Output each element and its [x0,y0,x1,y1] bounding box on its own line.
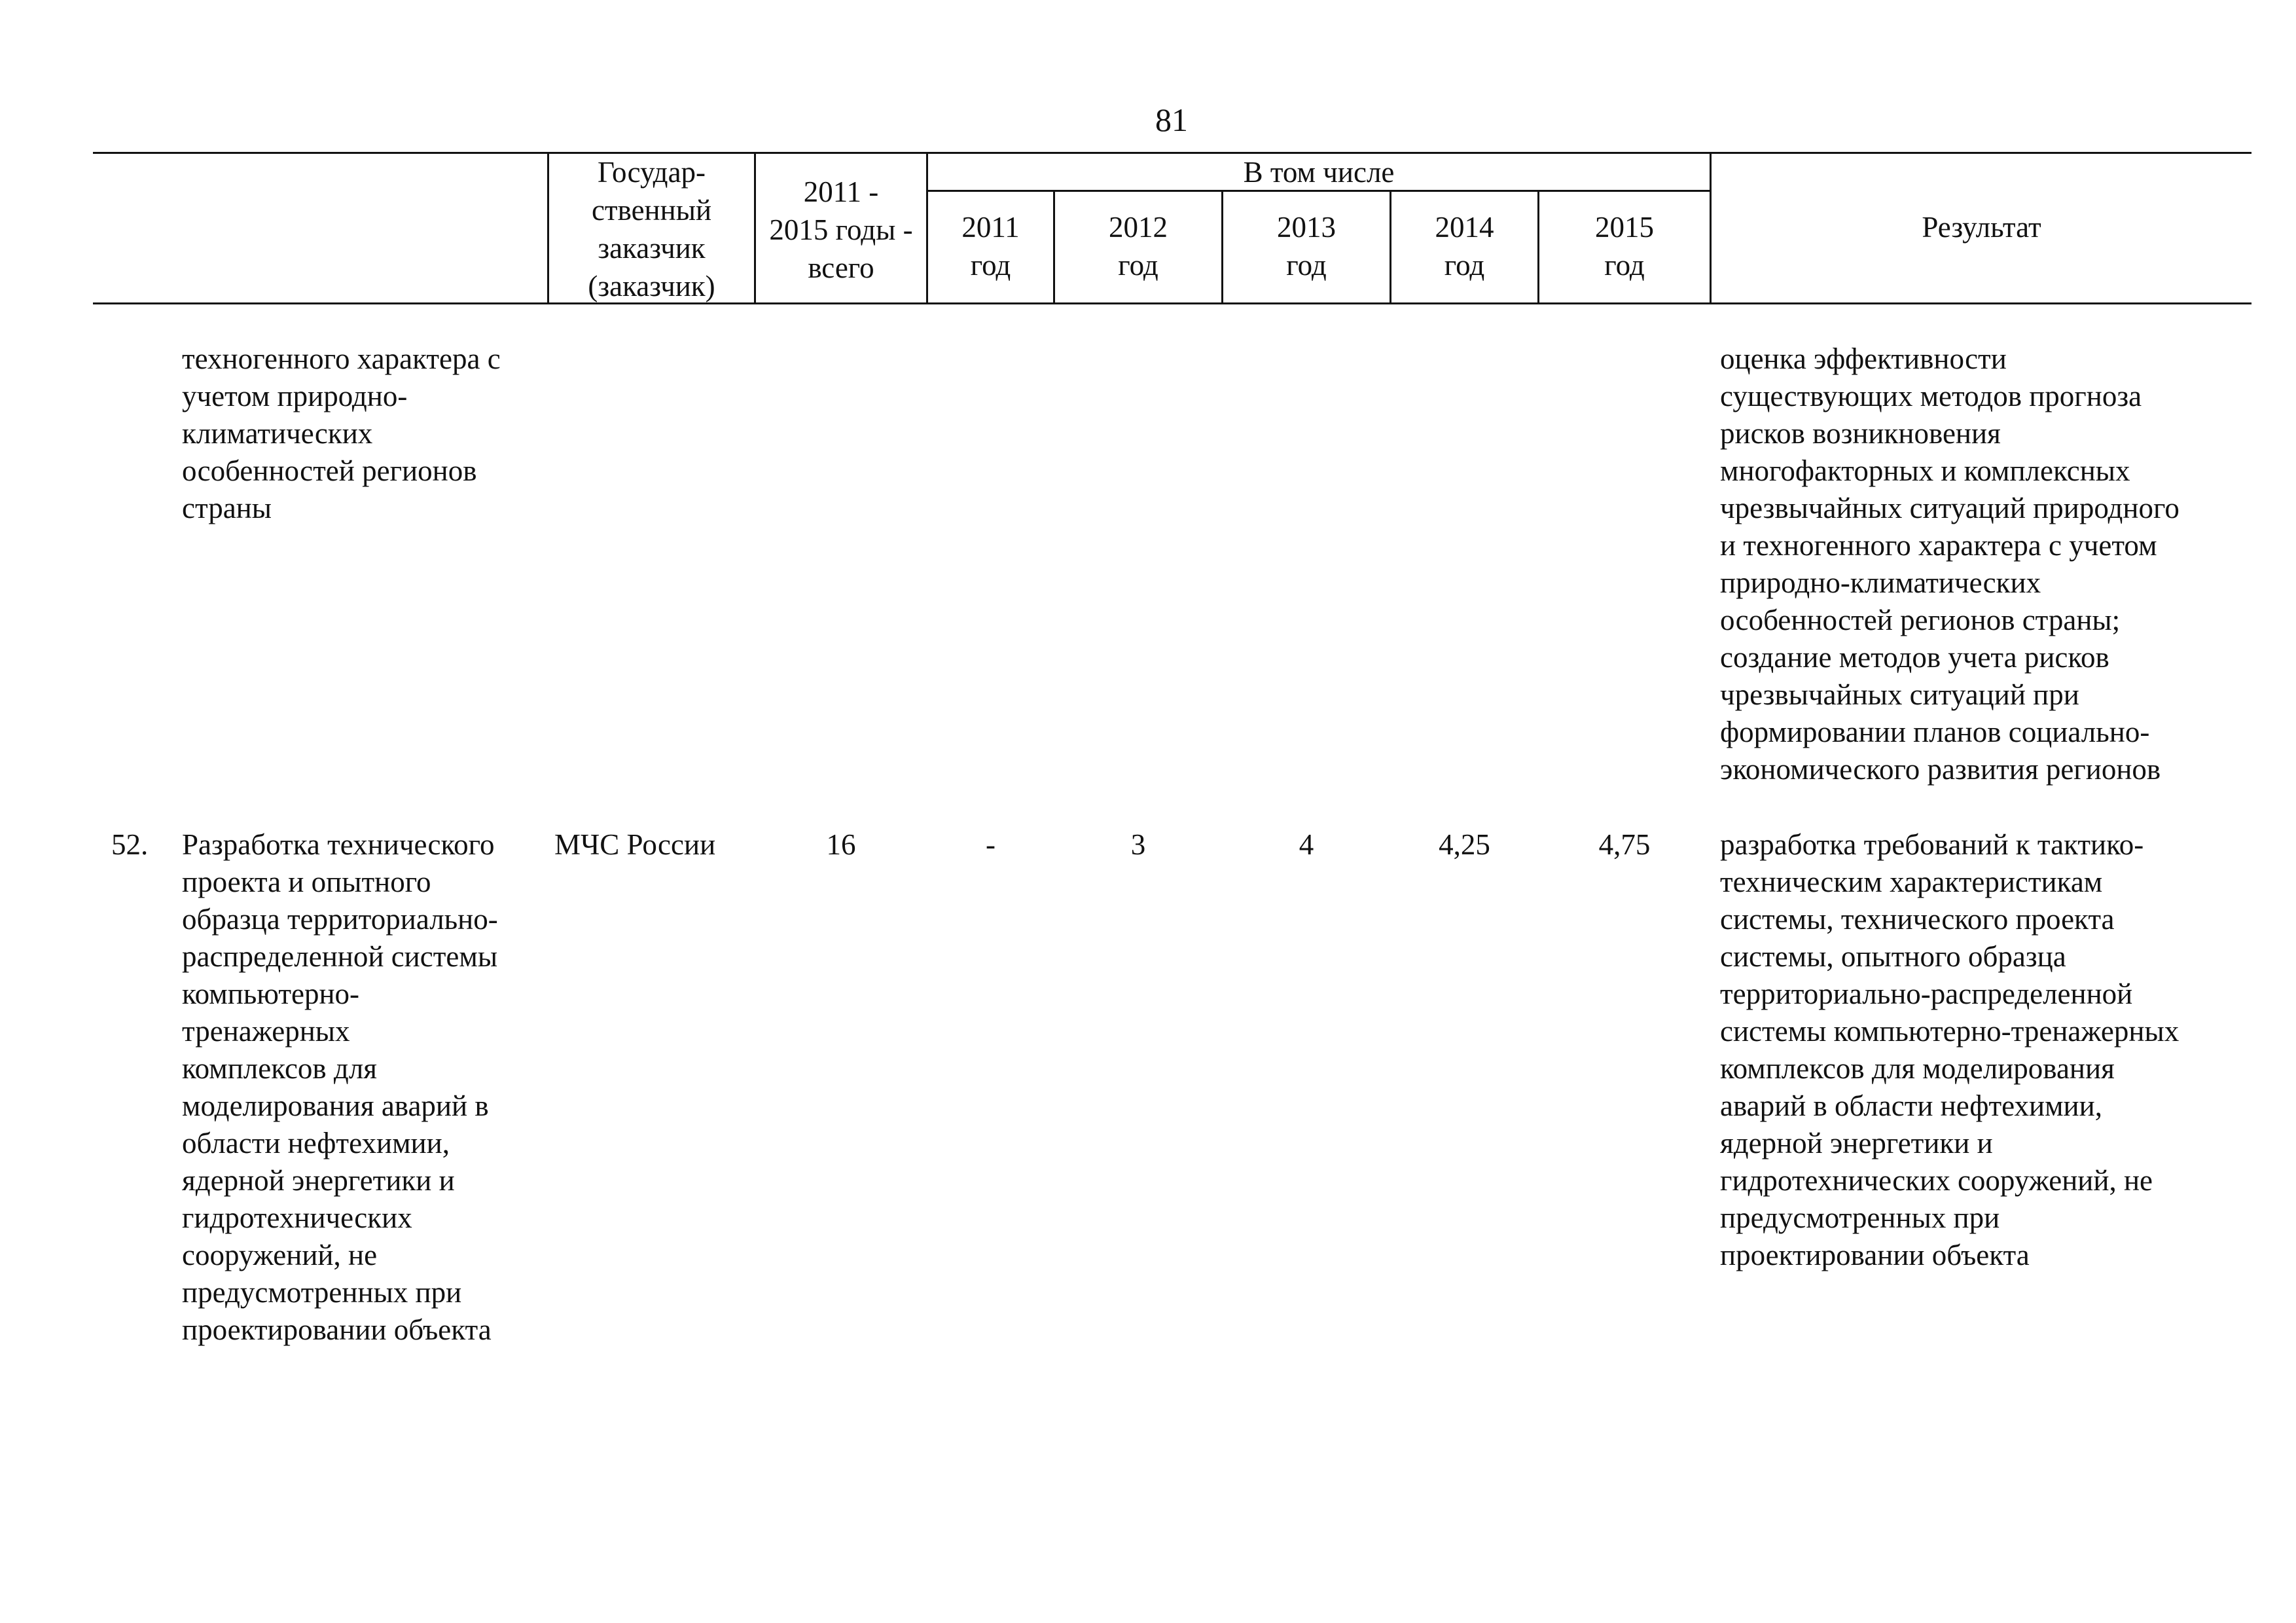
row-name: техногенного характера с учетом природно- климатических особенностей регионов страны [182,342,501,524]
row-value-2013: 4 [1299,828,1314,861]
header-customer: Государ- ственный заказчик (заказчик) [588,156,715,302]
row-total: 16 [826,828,856,861]
row-result: оценка эффективности существующих методов прогноза рисков возникновения многофакторных и комплексных чрезвычайных ситуаций природного и техногенного характера с учетом природно-климатических особенностей регионов страны; создание методов учета рисков чрезвычайных ситуаций при формировании планов социально- экономического развития регионов [1720,342,2179,786]
row-customer: МЧС России [554,828,716,861]
row-number: 52. [111,828,149,861]
header-total: 2011 - 2015 годы - всего [769,175,913,284]
table-header-bottom-rule [93,302,2251,304]
row-value-2011: - [986,828,996,861]
header-year-2013: 2013 год [1277,211,1336,282]
row-value-2015: 4,75 [1598,828,1651,861]
row-value-2014: 4,25 [1439,828,1490,861]
header-result: Результат [1922,211,2041,244]
row-name: Разработка технического проекта и опытного образца территориально- распределенной системы компьютерно- тренажерных комплексов для моделирования аварий в области нефтехимии, ядерной энергетики и гидротехнических сооружений, не предусмотренных при проектировании объекта [182,828,498,1346]
header-year-2015: 2015 год [1595,211,1654,282]
row-value-2012: 3 [1130,828,1146,861]
page-number: 81 [1155,101,1188,138]
row-result: разработка требований к тактико- техническим характеристикам системы, технического проекта системы, опытного образца территориально-распределенной системы компьютерно-тренажерных комплексов для моделирования аварий в области нефтехимии, ядерной энергетики и гидротехнических сооружений, не предусмотренных при проектировании объекта [1720,828,2179,1271]
header-year-2011: 2011 год [961,211,1020,282]
header-including: В том числе [1243,156,1395,189]
header-year-2012: 2012 год [1109,211,1168,282]
header-year-2014: 2014 год [1435,211,1494,282]
